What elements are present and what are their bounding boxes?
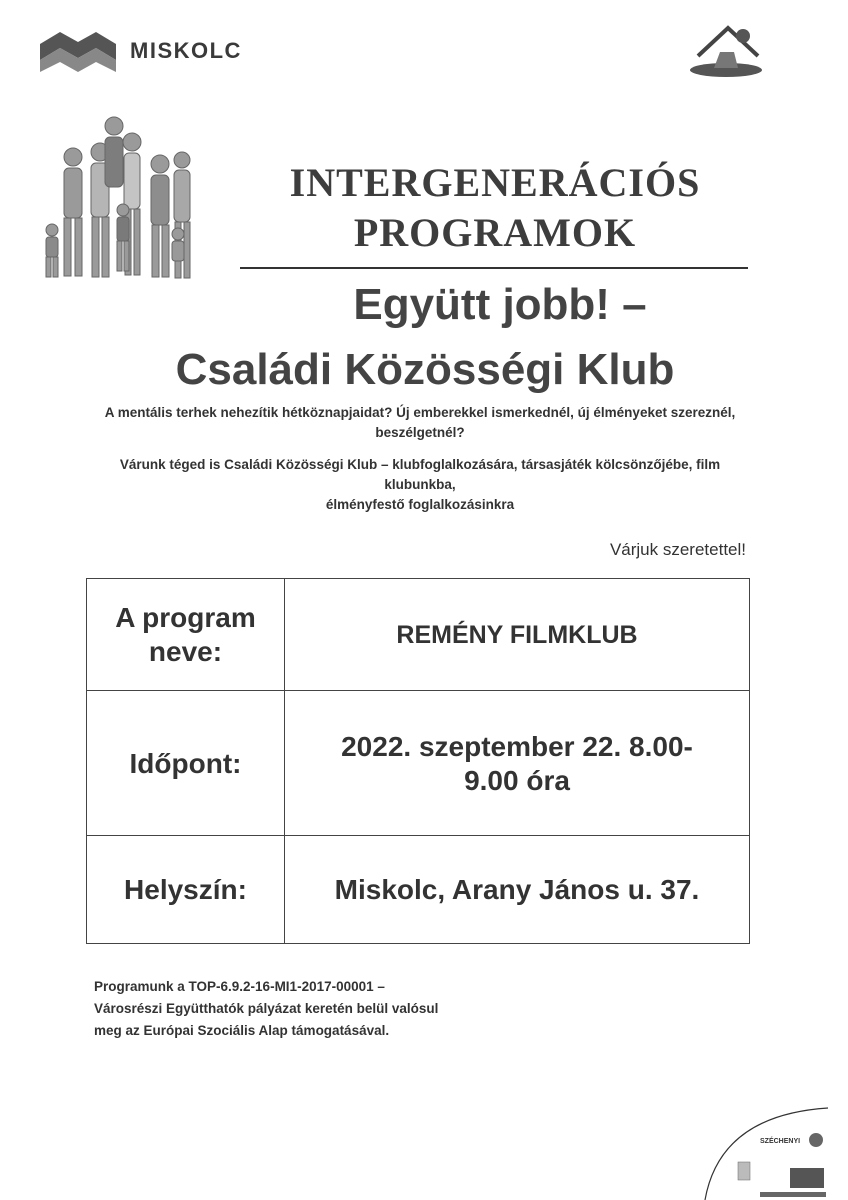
intro-paragraph-1 — [100, 403, 740, 443]
table-row-time — [87, 690, 749, 836]
time-label: Időpont: — [87, 691, 285, 836]
program-name-label — [87, 579, 285, 690]
funding-note — [94, 976, 514, 1042]
house-logo-icon — [688, 22, 768, 84]
funding-note-line-2: Városrészi Együtthatók pályázat keretén belül valósul — [94, 1001, 439, 1016]
subtitle-line-1: Együtt jobb! – — [353, 280, 647, 329]
table-row-program-name — [87, 579, 749, 690]
logo-text: MISKOLC — [130, 38, 242, 63]
funding-note-line-3: meg az Európai Szociális Alap támogatásával. — [94, 1023, 390, 1038]
subtitle-line-2: Családi Közösségi Klub — [175, 345, 675, 394]
miskolc-logo-icon — [38, 26, 118, 76]
place-value: Miskolc, Arany János u. 37. — [334, 873, 700, 905]
time-value-line-2: 9.00 óra — [464, 764, 570, 796]
szechenyi-arc-icon — [700, 1100, 830, 1200]
program-name-label-line-2: neve: — [148, 635, 223, 667]
miskolc-logo — [38, 26, 258, 76]
family-illustration — [40, 112, 205, 292]
title-line-1: INTERGENERÁCIÓS — [289, 160, 701, 205]
place-label: Helyszín: — [87, 836, 285, 943]
table-row-place — [87, 835, 749, 943]
time-value — [285, 691, 749, 836]
page-title — [240, 158, 750, 258]
program-info-table — [86, 578, 750, 944]
intro-paragraph-1-line-1: A mentális terhek nehezítik hétköznapjaidat? Új emberekkel ismerkednél, új élményeket szereznél, — [104, 405, 736, 420]
time-value-line-1: 2022. szeptember 22. 8.00- — [341, 730, 693, 762]
title-line-2: PROGRAMOK — [353, 210, 637, 255]
intro-paragraph-2 — [90, 455, 750, 515]
szechenyi-label: SZÉCHENYI — [760, 1138, 801, 1145]
title-divider — [240, 267, 748, 269]
szechenyi-badge — [700, 1100, 830, 1200]
intro-paragraph-1-line-2: beszélgetnél? — [375, 425, 465, 440]
closing-text: Várjuk szeretettel! — [609, 540, 746, 559]
program-name-value: REMÉNY FILMKLUB — [396, 620, 638, 649]
intro-paragraph-2-line-1: Várunk téged is Családi Közösségi Klub – klubfoglalkozására, társasjáték kölcsönzőjébe, film klubunkba, — [119, 457, 721, 492]
funding-note-line-1: Programunk a TOP-6.9.2-16-MI1-2017-00001 – — [94, 979, 385, 994]
program-name-label-line-1: A program — [115, 601, 256, 633]
intro-paragraph-2-line-2: élményfestő foglalkozásinkra — [325, 497, 515, 512]
